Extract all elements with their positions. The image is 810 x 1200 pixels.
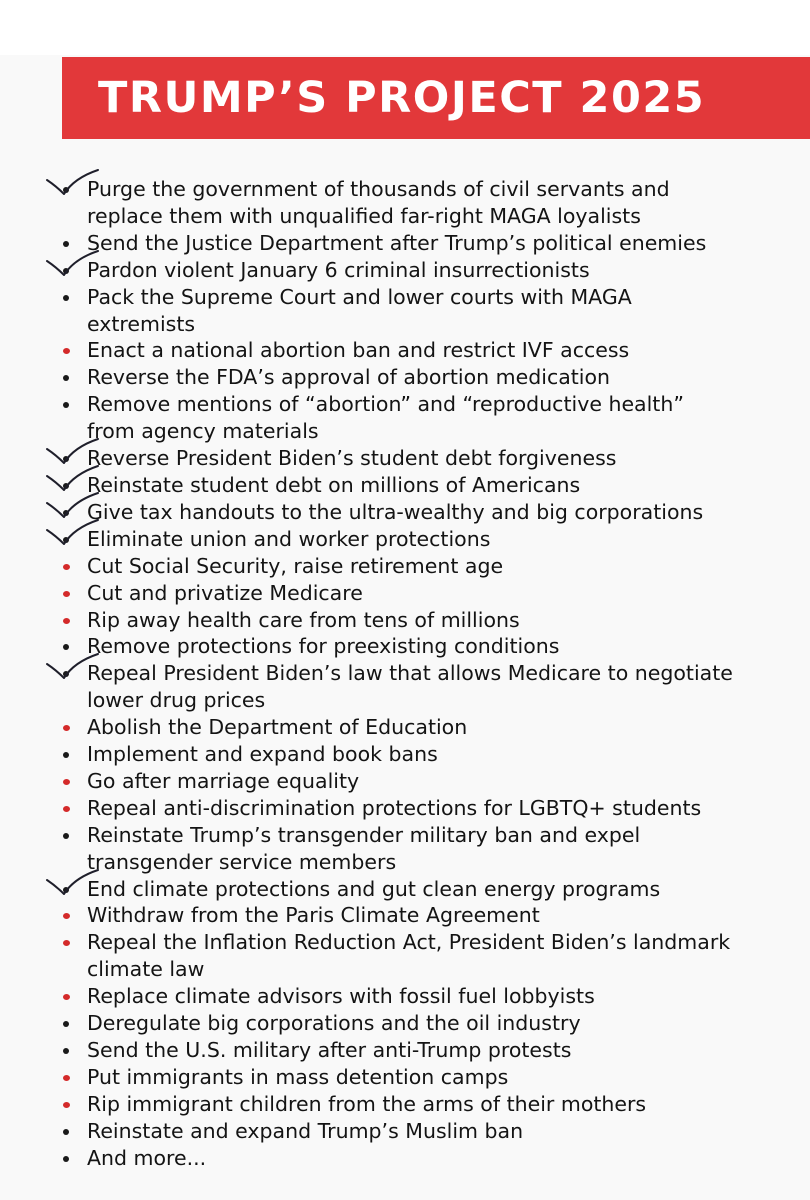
list-item: [0, 768, 810, 795]
red-bullet-mark: [63, 618, 70, 624]
item-text-line: Pardon violent January 6 criminal insurrectionists: [87, 257, 590, 282]
list-item: [0, 391, 810, 445]
item-text-line: Give tax handouts to the ultra-wealthy and big corporations: [87, 499, 704, 524]
item-text-line: Enact a national abortion ban and restrict IVF access: [87, 338, 630, 363]
item-text-line: Pack the Supreme Court and lower courts with MAGA: [87, 284, 632, 309]
item-text-line: Purge the government of thousands of civil servants and: [87, 177, 670, 201]
list-item: [0, 714, 810, 741]
item-text-line: extremists: [87, 311, 196, 336]
list-item: [0, 1145, 810, 1172]
item-text-line: Eliminate union and worker protections: [87, 526, 491, 551]
item-text-line: Reverse the FDA’s approval of abortion medication: [87, 365, 611, 390]
item-text-line: And more...: [87, 1145, 207, 1170]
bullet-dot: [63, 483, 69, 489]
item-text-line: Put immigrants in mass detention camps: [87, 1064, 509, 1089]
bullet-dot: [63, 268, 69, 274]
red-bullet-mark: [63, 725, 70, 731]
item-text-line: Implement and expand book bans: [87, 742, 438, 767]
list-item: [0, 741, 810, 768]
bullet-dot: [63, 671, 69, 677]
bullet-dot: [63, 510, 69, 516]
list-item: [0, 364, 810, 391]
item-text-line: from agency materials: [87, 419, 319, 444]
list-item: [0, 553, 810, 580]
red-bullet-mark: [63, 940, 70, 946]
list-item: [0, 607, 810, 634]
red-bullet-mark: [63, 994, 70, 1000]
list-item: [0, 929, 810, 983]
list-item: [0, 795, 810, 822]
item-text-line: Repeal President Biden’s law that allows Medicare to negotiate: [87, 661, 733, 686]
list-item: [0, 633, 810, 660]
bullet-dot: [63, 644, 69, 650]
bullet-dot: [63, 402, 69, 408]
list-item: [0, 337, 810, 364]
list-item: [0, 983, 810, 1010]
list-item: [0, 902, 810, 929]
list-item: [0, 660, 810, 714]
red-bullet-mark: [63, 348, 70, 354]
bullet-dot: [63, 752, 69, 758]
item-text-line: Reverse President Biden’s student debt forgiveness: [87, 446, 617, 471]
bullet-dot: [63, 1156, 69, 1162]
item-text-line: Go after marriage equality: [87, 768, 360, 793]
item-text-line: lower drug prices: [87, 688, 266, 713]
item-text-line: climate law: [87, 957, 205, 982]
item-text-line: Rip immigrant children from the arms of their mothers: [87, 1091, 647, 1116]
list-item: [0, 230, 810, 257]
item-text-line: Send the Justice Department after Trump’s political enemies: [87, 230, 707, 255]
title-banner: [62, 57, 810, 139]
bullet-dot: [63, 537, 69, 543]
bullet-dot: [63, 833, 69, 839]
list-item: [0, 1091, 810, 1118]
bullet-dot: [63, 1129, 69, 1135]
red-bullet-mark: [63, 591, 70, 597]
item-text-line: Replace climate advisors with fossil fuel lobbyists: [87, 984, 595, 1009]
red-bullet-mark: [63, 564, 70, 570]
red-bullet-mark: [63, 1075, 70, 1081]
item-text-line: Send the U.S. military after anti-Trump protests: [87, 1038, 572, 1062]
bullet-dot: [63, 887, 69, 893]
item-text-line: Abolish the Department of Education: [87, 715, 468, 740]
item-text-line: replace them with unqualified far-right MAGA loyalists: [87, 203, 641, 228]
red-bullet-mark: [63, 779, 70, 785]
item-text-line: Deregulate big corporations and the oil industry: [87, 1011, 581, 1036]
bullet-dot: [63, 241, 69, 247]
item-text-line: Cut Social Security, raise retirement age: [87, 553, 504, 578]
bullet-dot: [63, 1021, 69, 1027]
list-item: [0, 257, 810, 284]
top-white-band: [0, 0, 810, 55]
list-item: [0, 526, 810, 553]
item-text-line: Reinstate student debt on millions of Americans: [87, 472, 581, 497]
list-item: [0, 499, 810, 526]
red-bullet-mark: [63, 913, 70, 919]
red-bullet-mark: [63, 1102, 70, 1108]
project-2025-list: [0, 176, 810, 1172]
item-text-line: End climate protections and gut clean energy programs: [87, 876, 661, 901]
list-item: [0, 580, 810, 607]
item-text-line: Reinstate and expand Trump’s Muslim ban: [87, 1118, 524, 1143]
banner-title: TRUMP’S PROJECT 2025: [98, 73, 706, 123]
list-item: [0, 876, 810, 903]
item-text-line: Cut and privatize Medicare: [87, 580, 363, 605]
list-item: [0, 176, 810, 230]
item-text-line: Repeal the Inflation Reduction Act, President Biden’s landmark: [87, 930, 731, 955]
item-text-line: Rip away health care from tens of millions: [87, 607, 520, 632]
list-item: [0, 1064, 810, 1091]
bullet-dot: [63, 187, 69, 193]
red-bullet-mark: [63, 806, 70, 812]
list-item: [0, 1010, 810, 1037]
bullet-dot: [63, 456, 69, 462]
item-text-line: transgender service members: [87, 849, 397, 874]
list-item: [0, 284, 810, 338]
bullet-dot: [63, 295, 69, 301]
bullet-dot: [63, 1048, 69, 1054]
list-item: [0, 445, 810, 472]
item-text-line: Remove mentions of “abortion” and “reproductive health”: [87, 392, 684, 417]
list-item: [0, 1037, 810, 1064]
item-text-line: Remove protections for preexisting conditions: [87, 634, 560, 659]
list-item: [0, 1118, 810, 1145]
list-item: [0, 822, 810, 876]
list-item: [0, 472, 810, 499]
item-text-line: Reinstate Trump’s transgender military ban and expel: [87, 822, 641, 847]
bullet-dot: [63, 375, 69, 381]
item-text-line: Withdraw from the Paris Climate Agreement: [87, 903, 540, 928]
item-text-line: Repeal anti-discrimination protections for LGBTQ+ students: [87, 795, 702, 820]
